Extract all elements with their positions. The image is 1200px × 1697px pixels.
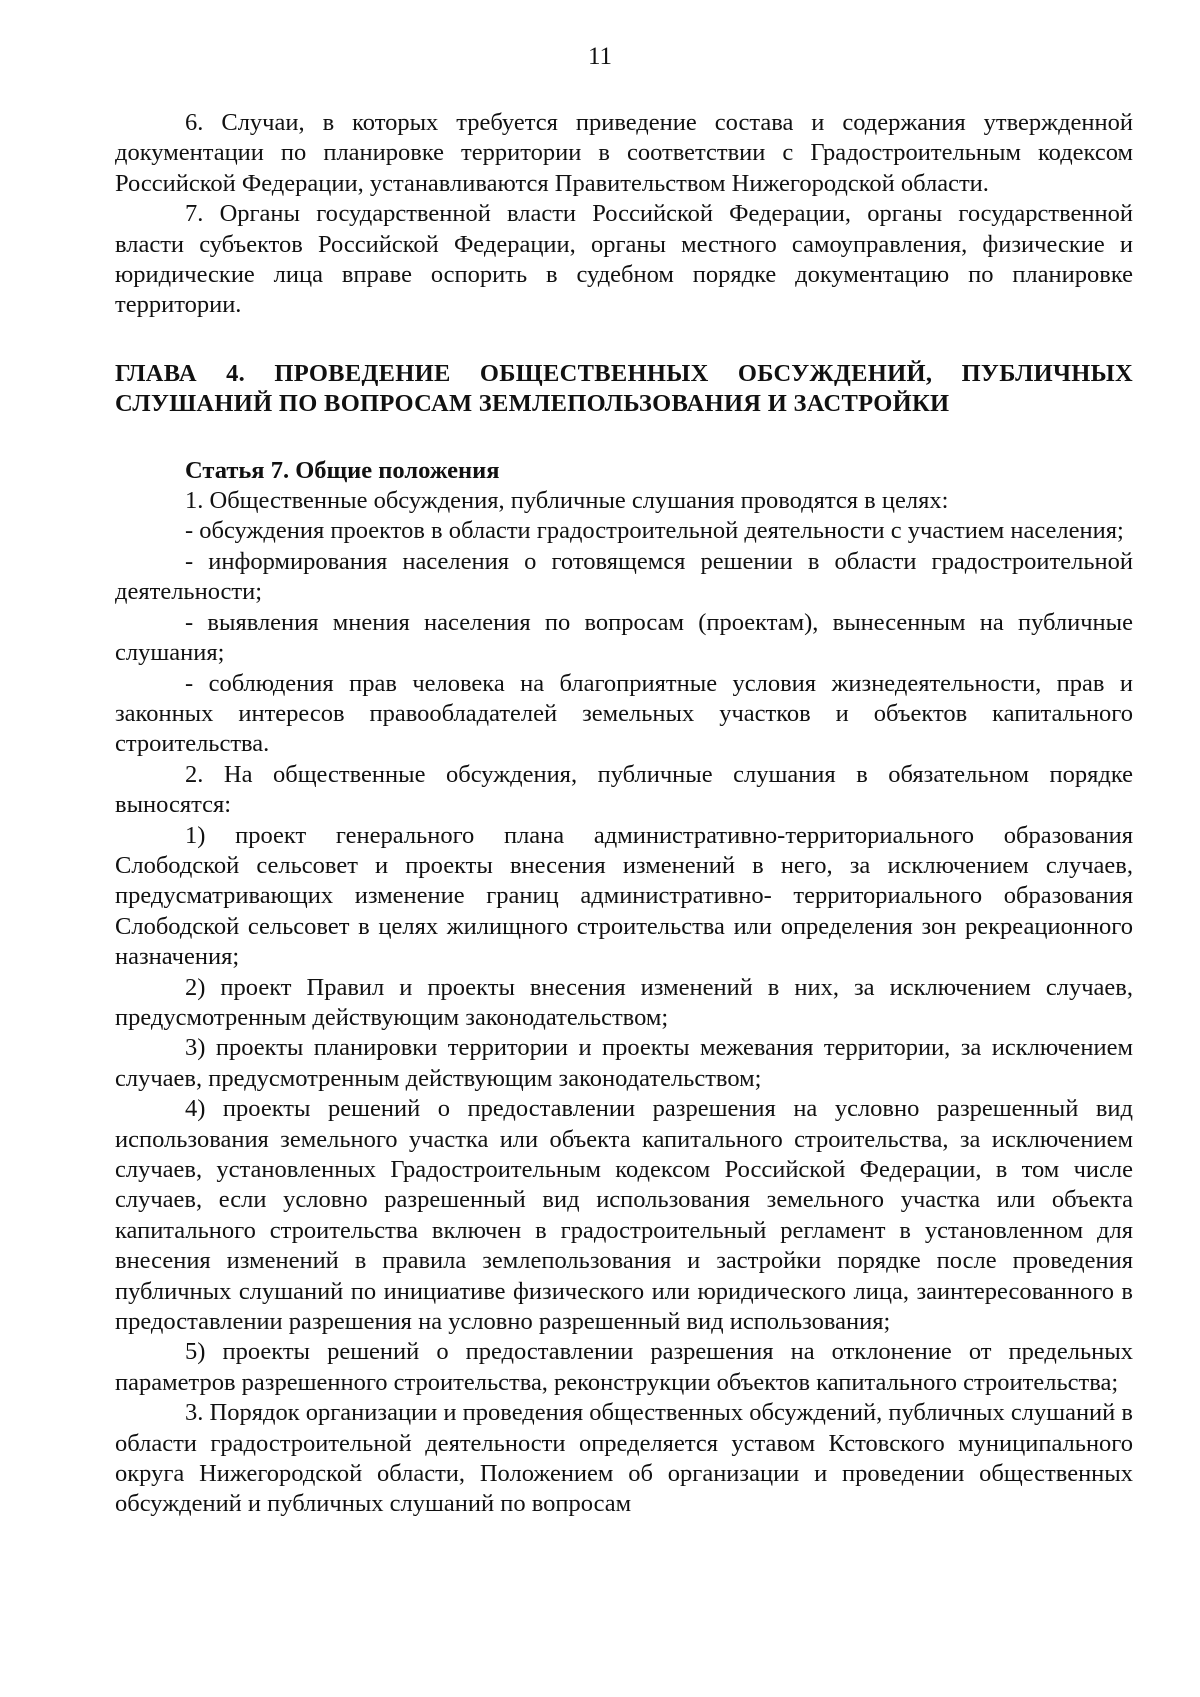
numbered-item-2: 2) проект Правил и проекты внесения изменений в них, за исключением случаев, предусмотренным действующим законодательством; <box>115 973 1133 1031</box>
chapter-title: ГЛАВА 4. ПРОВЕДЕНИЕ ОБЩЕСТВЕННЫХ ОБСУЖДЕНИЙ, ПУБЛИЧНЫХ СЛУШАНИЙ ПО ВОПРОСАМ ЗЕМЛЕПОЛЬЗОВАНИЯ И ЗАСТРОЙКИ <box>115 359 1133 418</box>
article-paragraph-1: 1. Общественные обсуждения, публичные слушания проводятся в целях: <box>185 487 949 515</box>
document-body <box>115 108 1133 1520</box>
list-item-opinion: - выявления мнения населения по вопросам (проектам), вынесенным на публичные слушания; <box>115 608 1133 667</box>
list-item-rights: - соблюдения прав человека на благоприятные условия жизнедеятельности, прав и законных интересов правообладателей земельных участков и объектов капитального строительства. <box>115 669 1133 758</box>
paragraph-6: 6. Случаи, в которых требуется приведение состава и содержания утвержденной документации по планировке территории в соответствии с Градостроительным кодексом Российской Федерации, устанавливаются Правительством Нижегородской области. <box>115 109 1133 197</box>
list-item-informing: - информирования населения о готовящемся решении в области градостроительной деятельности; <box>115 547 1133 606</box>
numbered-item-3: 3) проекты планировки территории и проекты межевания территории, за исключением случаев, предусмотренным действующим законодательством; <box>115 1034 1133 1092</box>
numbered-item-4: 4) проекты решений о предоставлении разрешения на условно разрешенный вид использования земельного участка или объекта капитального строительства, за исключением случаев, установленных Градостроительным кодексом Российской Федерации, в том числе случаев, если условно разрешенный вид использования земельного участка или объекта капитального строительства включен в градостроительный регламент в установленном для внесения изменений в правила землепользования и застройки порядке после проведения публичных слушаний по инициативе физического или юридического лица, заинтересованного в предоставлении разрешения на условно разрешенный вид использования; <box>115 1095 1133 1336</box>
page-number: 11 <box>587 43 613 70</box>
article-paragraph-2: 2. На общественные обсуждения, публичные слушания в обязательном порядке выносятся: <box>115 760 1133 819</box>
numbered-item-1: 1) проект генерального плана административно-территориального образования Слободской сельсовет и проекты внесения изменений в него, за исключением случаев, предусматривающих изменение границ административно- территориального образования Слободской сельсовет в целях жилищного строительства или определения зон рекреационного назначения; <box>115 821 1133 971</box>
article-paragraph-3: 3. Порядок организации и проведения общественных обсуждений, публичных слушаний в области градостроительной деятельности определяется уставом Кстовского муниципального округа Нижегородской области, Положением об организации и проведении общественных обсуждений и публичных слушаний по вопросам <box>115 1399 1133 1518</box>
paragraph-7: 7. Органы государственной власти Российской Федерации, органы государственной власти субъектов Российской Федерации, органы местного самоуправления, физические и юридические лица вправе оспорить в судебном порядке документацию по планировке территории. <box>115 200 1133 319</box>
list-item-discussion: - обсуждения проектов в области градостроительной деятельности с участием населения; <box>185 517 1124 545</box>
numbered-item-5: 5) проекты решений о предоставлении разрешения на отклонение от предельных параметров разрешенного строительства, реконструкции объектов капитального строительства; <box>115 1338 1133 1396</box>
article-title: Статья 7. Общие положения <box>185 456 500 484</box>
